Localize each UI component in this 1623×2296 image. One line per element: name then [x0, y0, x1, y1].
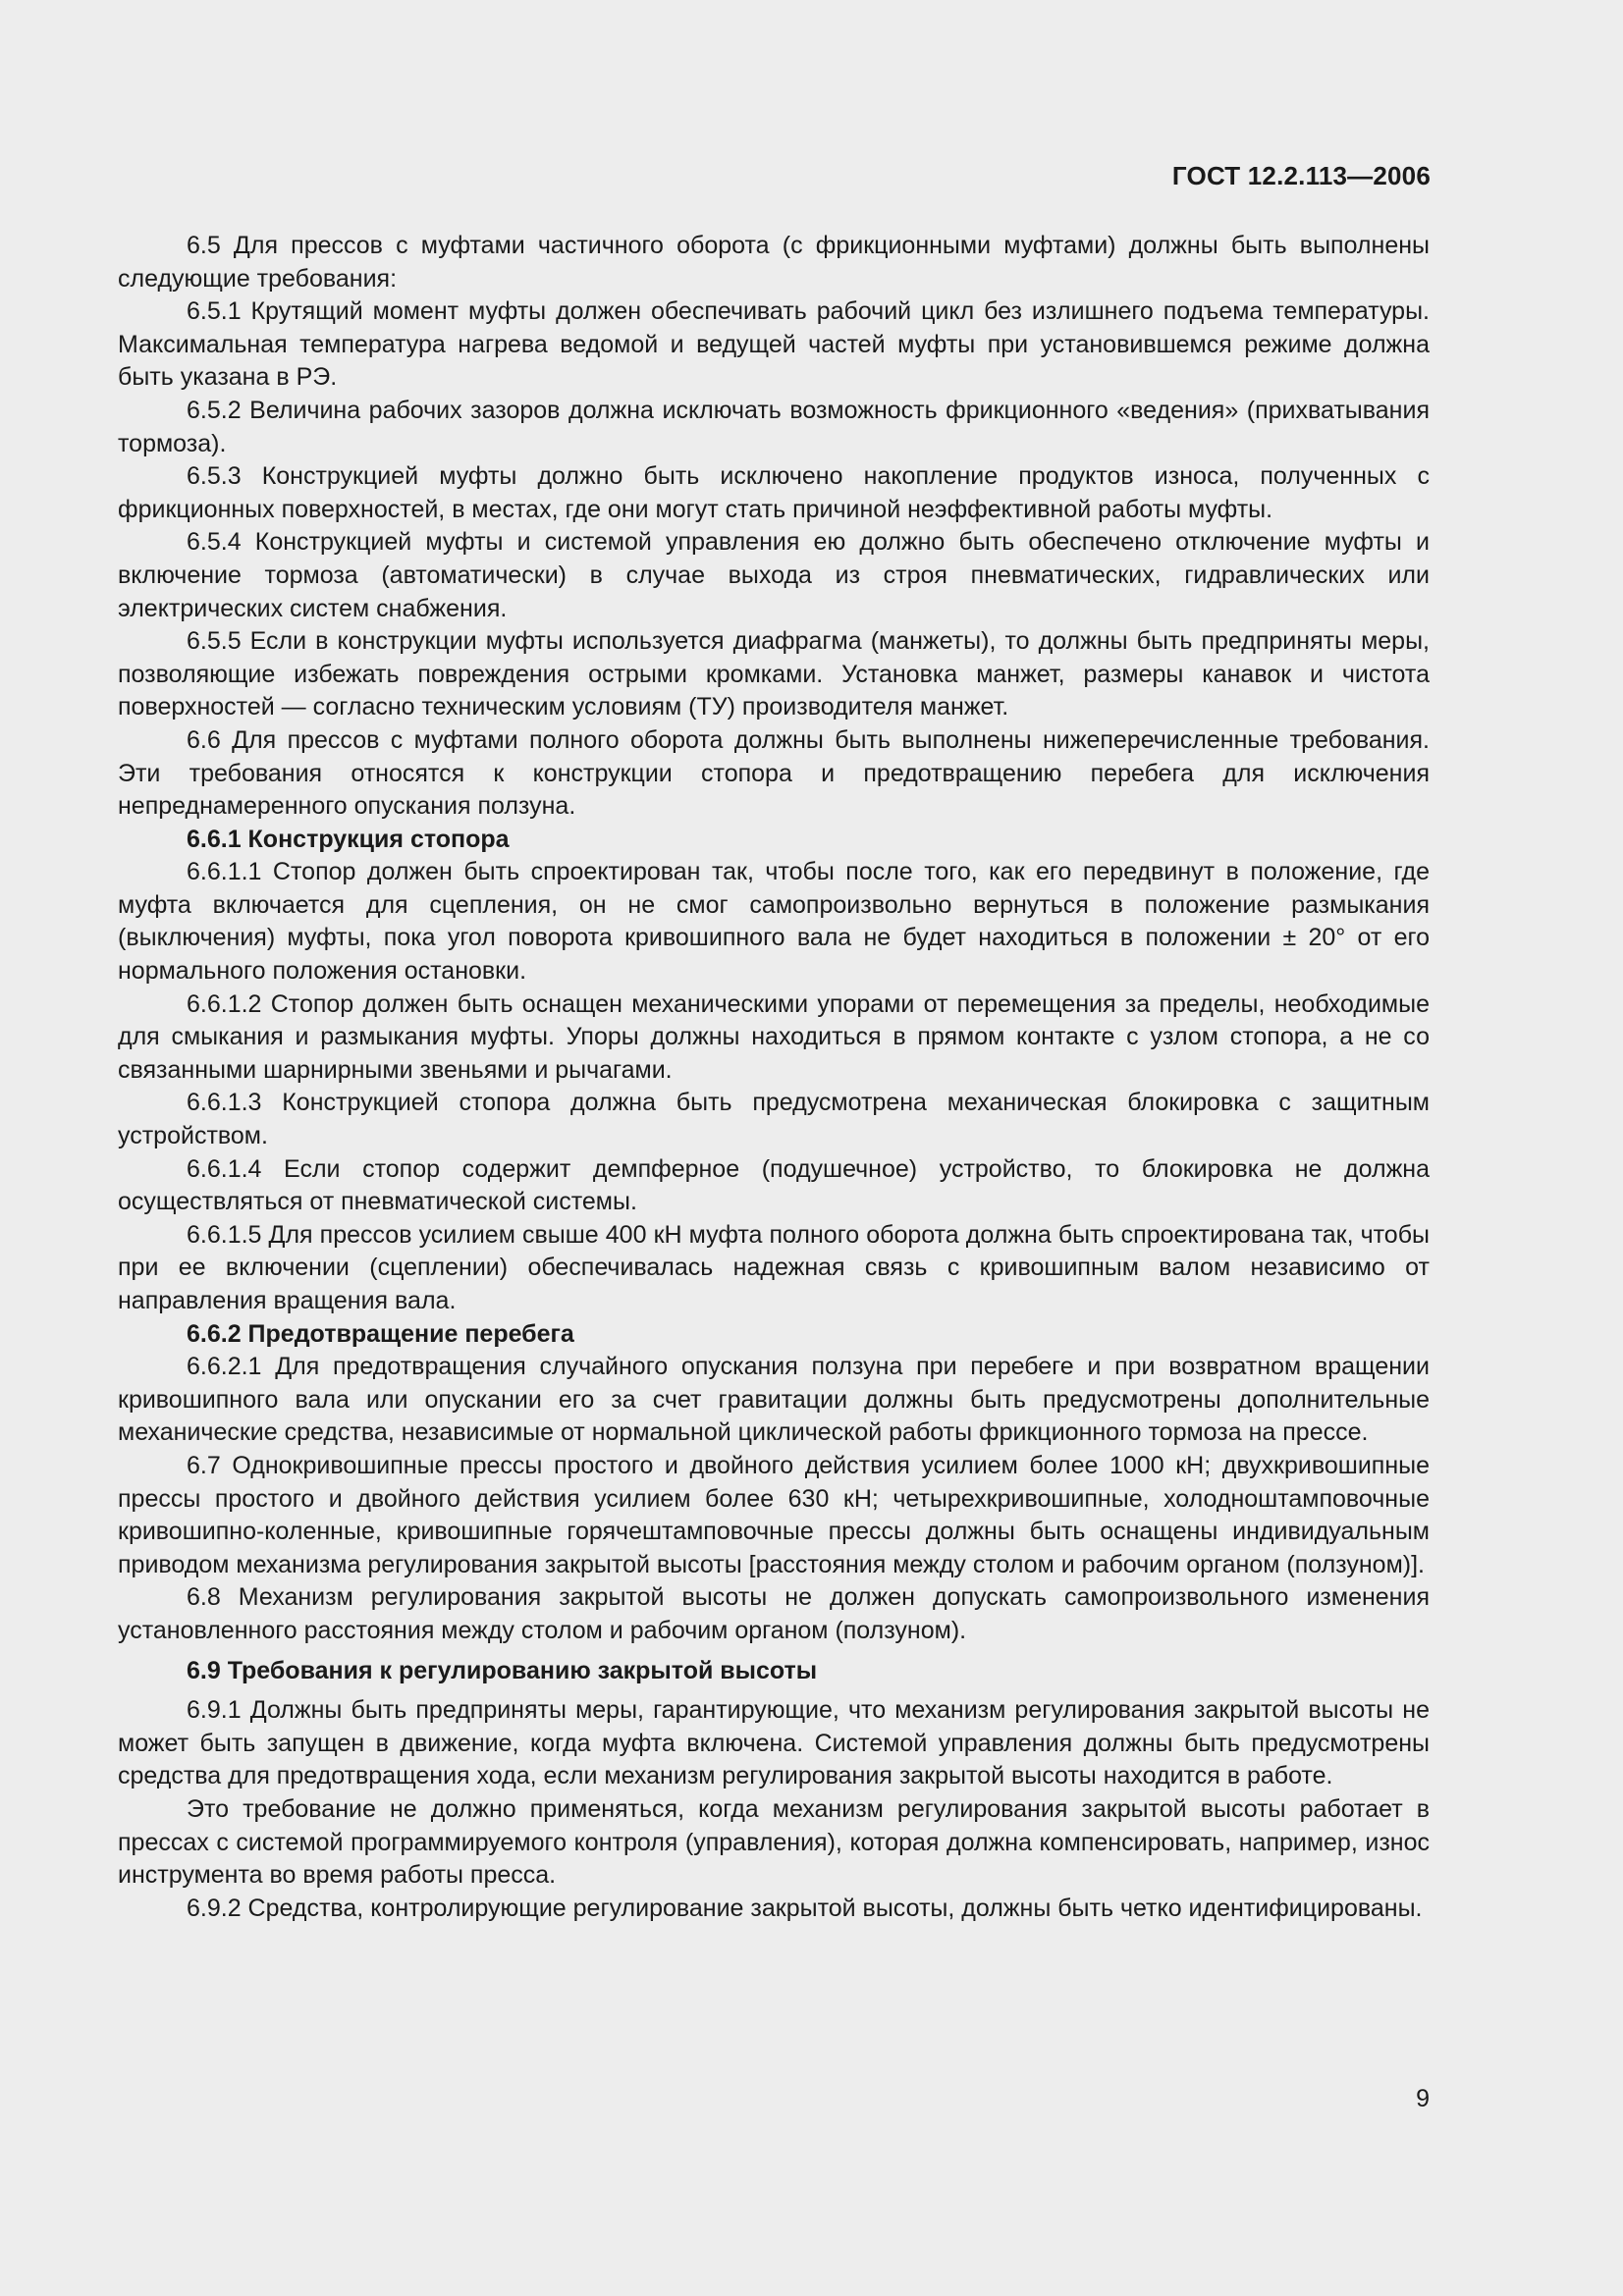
paragraph-6-9-1-note: Это требование не должно применяться, когда механизм регулирования закрытой высоты работает в прессах с системой программируемого контроля (управления), которая должна компенсировать, например, износ инструмента во время работы пресса. [118, 1794, 1430, 1890]
paragraph-6-6-1-2: 6.6.1.2 Стопор должен быть оснащен механическими упорами от перемещения за пределы, необходимые для смыкания и размыкания муфты. Упоры должны находиться в прямом контакте с узлом стопора, а не со связанными шарнирными звеньями и рычагами. [118, 989, 1430, 1084]
paragraph-6-6-1-4: 6.6.1.4 Если стопор содержит демпферное (подушечное) устройство, то блокировка не должна осуществляться от пневматической системы. [118, 1154, 1430, 1216]
paragraph-6-7: 6.7 Однокривошипные прессы простого и двойного действия усилием более 1000 кН; двухкривошипные прессы простого и двойного действия усилием более 630 кН; четырехкривошипные, холодноштамповочные кривошипно-коленные, кривошипные горячештамповочные прессы должны быть оснащены индивидуальным приводом механизма регулирования закрытой высоты [расстояния между столом и рабочим органом (ползуном)]. [118, 1451, 1430, 1578]
paragraph-6-5-2: 6.5.2 Величина рабочих зазоров должна исключать возможность фрикционного «ведения» (прихватывания тормоза). [118, 396, 1430, 457]
section-heading-6-6-2: 6.6.2 Предотвращение перебега [187, 1319, 574, 1348]
paragraph-6-9-1: 6.9.1 Должны быть предприняты меры, гарантирующие, что механизм регулирования закрытой высоты не может быть запущен в движение, когда муфта включена. Системой управления должны быть предусмотрены средства для предотвращения хода, если механизм регулирования закрытой высоты находится в работе. [118, 1696, 1430, 1790]
paragraph-6-5-1: 6.5.1 Крутящий момент муфты должен обеспечивать рабочий цикл без излишнего подъема температуры. Максимальная температура нагрева ведомой и ведущей частей муфты при установившемся режиме должна быть указана в РЭ. [118, 297, 1430, 392]
page-number: 9 [1416, 2085, 1430, 2112]
paragraph-6-5: 6.5 Для прессов с муфтами частичного оборота (с фрикционными муфтами) должны быть выполнены следующие требования: [118, 232, 1430, 293]
paragraph-6-6-1-1: 6.6.1.1 Стопор должен быть спроектирован так, чтобы после того, как его передвинут в положение, где муфта включается для сцепления, он не смог самопроизвольно вернуться в положение размыкания (выключения) муфты, пока угол поворота кривошипного вала не будет находиться в положении ± 20° от его нормального положения остановки. [118, 858, 1430, 986]
document-code-header: ГОСТ 12.2.113—2006 [1171, 161, 1431, 190]
paragraph-6-9-2: 6.9.2 Средства, контролирующие регулирование закрытой высоты, должны быть четко идентифицированы. [187, 1894, 1423, 1922]
paragraph-6-6-1-3: 6.6.1.3 Конструкцией стопора должна быть предусмотрена механическая блокировка с защитным устройством. [118, 1089, 1430, 1150]
paragraph-6-6-1-5: 6.6.1.5 Для прессов усилием свыше 400 кН муфта полного оборота должна быть спроектирована так, чтобы при ее включении (сцеплении) обеспечивалась надежная связь с кривошипным валом независимо от направления вращения вала. [118, 1220, 1430, 1314]
section-heading-6-6-1: 6.6.1 Конструкция стопора [187, 825, 510, 853]
paragraph-6-6: 6.6 Для прессов с муфтами полного оборота должны быть выполнены нижеперечисленные требования. Эти требования относятся к конструкции стопора и предотвращению перебега для исключения непреднамеренного опускания ползуна. [118, 725, 1430, 821]
paragraph-6-6-2-1: 6.6.2.1 Для предотвращения случайного опускания ползуна при перебеге и при возвратном вращении кривошипного вала или опускании его за счет гравитации должны быть предусмотрены дополнительные механические средства, независимые от нормальной циклической работы фрикционного тормоза на прессе. [118, 1353, 1430, 1447]
paragraph-6-5-4: 6.5.4 Конструкцией муфты и системой управления ею должно быть обеспечено отключение муфты и включение тормоза (автоматически) в случае выхода из строя пневматических, гидравлических или электрических систем снабжения. [118, 528, 1430, 622]
paragraph-6-5-5: 6.5.5 Если в конструкции муфты используется диафрагма (манжеты), то должны быть предприняты меры, позволяющие избежать повреждения острыми кромками. Установка манжет, размеры канавок и чистота поверхностей — согласно техническим условиям (ТУ) производителя манжет. [118, 627, 1430, 721]
document-body [118, 230, 1430, 1925]
paragraph-6-5-3: 6.5.3 Конструкцией муфты должно быть исключено накопление продуктов износа, полученных с фрикционных поверхностей, в местах, где они могут стать причиной неэффективной работы муфты. [118, 462, 1430, 523]
section-heading-6-9: 6.9 Требования к регулированию закрытой высоты [187, 1656, 818, 1684]
paragraph-6-8: 6.8 Механизм регулирования закрытой высоты не должен допускать самопроизвольного изменения установленного расстояния между столом и рабочим органом (ползуном). [118, 1583, 1430, 1644]
